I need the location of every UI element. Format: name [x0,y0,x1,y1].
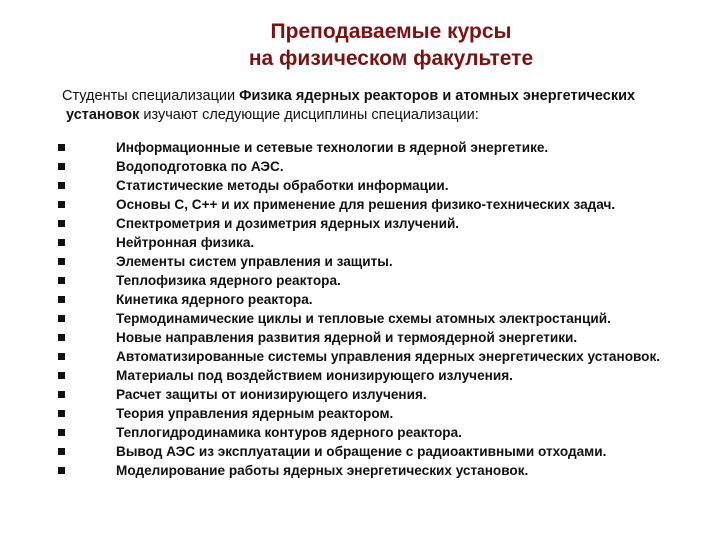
square-bullet-icon [58,353,65,360]
list-item [56,366,711,385]
list-item [56,252,711,271]
list-item [56,404,711,423]
square-bullet-icon [58,448,65,455]
square-bullet-icon [58,372,65,379]
square-bullet-icon [58,334,65,341]
square-bullet-icon [58,296,65,303]
course-name: Нейтронная физика. [116,235,255,250]
list-item [56,290,711,309]
square-bullet-icon [58,258,65,265]
course-name: Теплогидродинамика контуров ядерного реактора. [116,425,462,440]
list-item [56,442,711,461]
list-item [56,328,711,347]
square-bullet-icon [58,239,65,246]
square-bullet-icon [58,391,65,398]
square-bullet-icon [58,429,65,436]
slide-title [0,18,720,72]
square-bullet-icon [58,277,65,284]
specialization-name-part-1: Физика ядерных реакторов и атомных энергетических [239,88,636,104]
course-name: Водоподготовка по АЭС. [116,159,284,174]
list-item [56,423,711,442]
course-name: Материалы под воздействием ионизирующего излучения. [116,368,513,383]
list-item [56,309,711,328]
intro-suffix: изучают следующие дисциплины специализации: [139,107,479,123]
square-bullet-icon [58,467,65,474]
list-item [56,461,711,480]
square-bullet-icon [58,410,65,417]
course-name: Элементы систем управления и защиты. [116,254,393,269]
course-name: Теплофизика ядерного реактора. [116,273,341,288]
list-item [56,176,711,195]
square-bullet-icon [58,182,65,189]
square-bullet-icon [58,163,65,170]
course-name: Автоматизированные системы управления ядерных энергетических установок. [116,349,661,364]
square-bullet-icon [58,315,65,322]
square-bullet-icon [58,220,65,227]
list-item [56,195,711,214]
course-name: Основы C, C++ и их применение для решения физико-технических задач. [116,197,616,212]
list-item [56,271,711,290]
course-name: Расчет защиты от ионизирующего излучения. [116,387,427,402]
list-item [56,157,711,176]
course-name: Статистические методы обработки информации. [116,178,449,193]
intro-prefix: Студенты специализации [62,88,240,104]
square-bullet-icon [58,201,65,208]
course-name: Кинетика ядерного реактора. [116,292,313,307]
list-item [56,233,711,252]
intro-paragraph [62,87,702,125]
course-name: Спектрометрия и дозиметрия ядерных излучений. [116,216,460,231]
course-name: Термодинамические циклы и тепловые схемы атомных электростанций. [116,311,611,326]
course-name: Информационные и сетевые технологии в ядерной энергетике. [116,140,549,155]
list-item [56,347,711,366]
slide-title-line-1: Преподаваемые курсы [270,20,512,43]
course-name: Вывод АЭС из эксплуатации и обращение с радиоактивными отходами. [116,444,607,459]
intro-line-2 [62,106,702,125]
list-item [56,214,711,233]
course-name: Моделирование работы ядерных энергетических установок. [116,463,529,478]
course-name: Новые направления развития ядерной и термоядерной энергетики. [116,330,578,345]
slide-title-line-2: на физическом факультете [248,47,534,70]
specialization-name-part-2: установок [66,107,140,123]
square-bullet-icon [58,144,65,151]
course-name: Теория управления ядерным реактором. [116,406,394,421]
course-list [56,138,711,480]
list-item [56,385,711,404]
list-item [56,138,711,157]
intro-line-1 [62,87,702,106]
